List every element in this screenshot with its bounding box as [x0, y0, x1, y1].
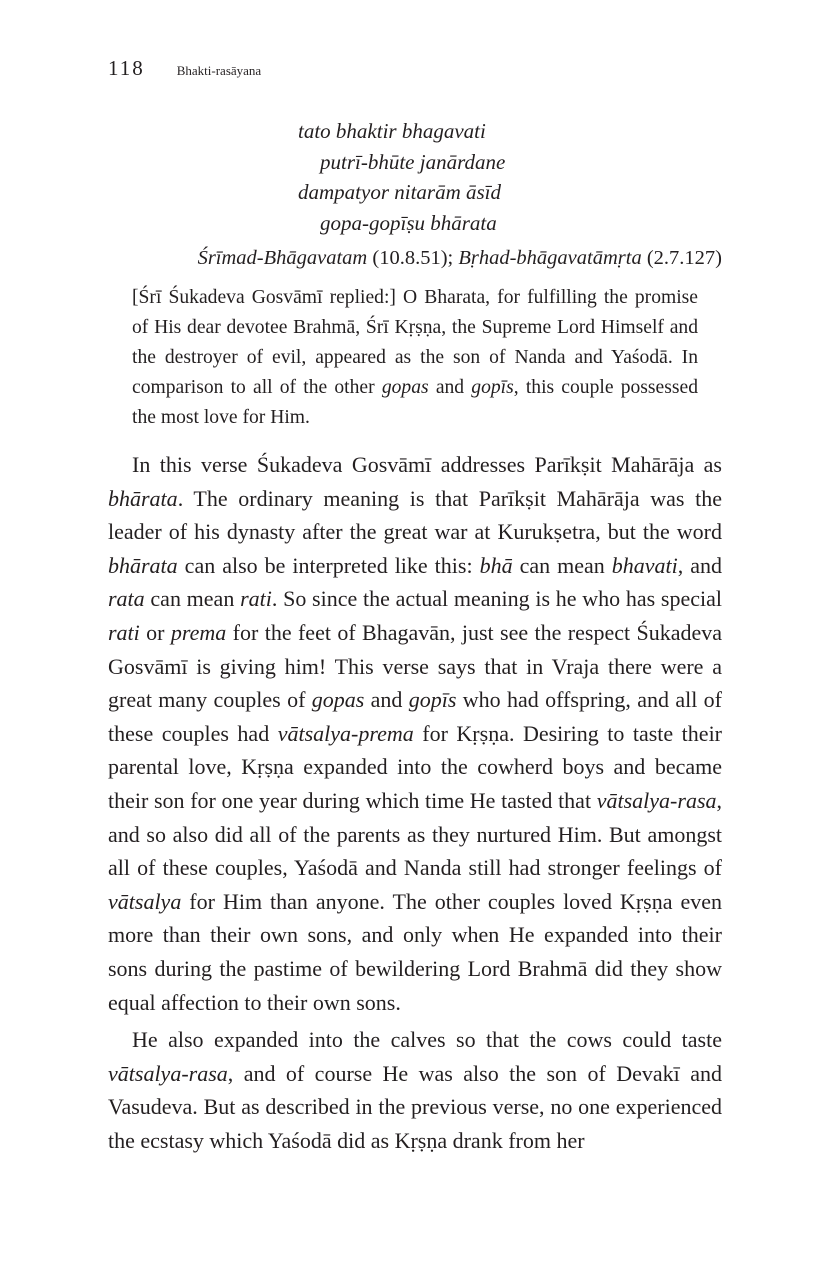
- text-run: In this verse Śukadeva Gosvāmī addresses Parīkṣit Mahārāja as: [132, 452, 722, 477]
- italic-term: gopīs: [471, 377, 514, 398]
- citation-source-2: Bṛhad-bhāgavatāmṛta: [458, 247, 642, 269]
- verse-line-2: putrī-bhūte janārdane: [320, 149, 506, 174]
- running-head: [108, 56, 261, 81]
- verse-line-4: gopa-gopīṣu bhārata: [320, 210, 497, 235]
- text-run: , and: [677, 552, 723, 578]
- italic-term: gopīs: [408, 687, 457, 713]
- italic-term: bhārata: [108, 552, 178, 578]
- verse-translation: [132, 283, 698, 433]
- text-run: , and of course He was also the son of Devakī and Vasudeva. But as described in the previous verse, no one experienced the ecstasy which Yaśodā did as Kṛṣṇa drank from her: [108, 1060, 722, 1153]
- book-title: Bhakti-rasāyana: [176, 63, 262, 78]
- text-run: . The ordinary meaning is that Parīkṣit Mahārāja was the leader of his dynasty after the great war at Kurukṣetra, but the word: [108, 485, 722, 545]
- text-run: for Him than anyone. The other couples loved Kṛṣṇa even more than their own sons, and only when He expanded into their sons during the pastime of bewildering Lord Brahmā did they show equal affection to their own sons.: [108, 888, 722, 1015]
- commentary-body: [108, 448, 722, 1157]
- verse-line-3: dampatyor nitarām āsīd: [298, 180, 502, 204]
- italic-term: bhārata: [108, 485, 178, 511]
- commentary-paragraph-1: [108, 448, 722, 1019]
- text-run: for the feet of Bhagavān, just see the respect Śukadeva Gosvāmī is giving him! This verse says that in Vraja there were a great many couples of: [108, 619, 722, 713]
- text-run: and: [428, 377, 472, 398]
- italic-term: vātsalya-rasa: [596, 787, 717, 813]
- text-run: or: [139, 619, 171, 645]
- text-run: , and so also did all of the parents as they nurtured Him. But amongst all of these couples, Yaśodā and Nanda still had stronger feelings of: [108, 787, 722, 881]
- sanskrit-verse: [298, 116, 505, 238]
- italic-term: vātsalya: [108, 888, 182, 914]
- text-run: , this couple possessed the most love for Him.: [132, 377, 698, 428]
- text-run: . So since the actual meaning is he who has special: [271, 586, 722, 612]
- text-run: can also be interpreted like this:: [177, 552, 480, 578]
- commentary-paragraph-2: [108, 1023, 722, 1157]
- italic-term: gopas: [311, 687, 365, 713]
- text-run: and: [364, 687, 409, 713]
- italic-term: bhā: [479, 552, 513, 578]
- italic-term: vātsalya-rasa: [108, 1060, 228, 1086]
- page-number: 118: [108, 56, 145, 80]
- italic-term: rata: [108, 586, 145, 612]
- citation-source-1: Śrīmad-Bhāgavatam: [197, 247, 368, 269]
- text-run: He also expanded into the calves so that the cows could taste: [132, 1027, 722, 1053]
- text-run: can mean: [512, 552, 612, 578]
- text-run: can mean: [144, 586, 241, 612]
- italic-term: prema: [170, 619, 227, 645]
- citation-ref-2: (2.7.127): [641, 247, 722, 269]
- italic-term: rati: [240, 586, 272, 612]
- verse-line-1: tato bhaktir bhagavati: [298, 119, 486, 143]
- italic-term: vātsalya-prema: [277, 720, 414, 746]
- italic-term: rati: [108, 619, 140, 645]
- text-run: who had offspring, and all of these couples had: [108, 687, 722, 746]
- verse-citation: [108, 247, 722, 270]
- text-run: [Śrī Śukadeva Gosvāmī replied:] O Bharata, for fulfilling the promise of His dear devotee Brahmā, Śrī Kṛṣṇa, the Supreme Lord Himself and the destroyer of evil, appeared as the son of Nanda and Yaśodā. In comparison to all of the other: [132, 287, 698, 398]
- citation-ref-1: (10.8.51);: [367, 247, 459, 269]
- text-run: for Kṛṣṇa. Desiring to taste their parental love, Kṛṣṇa expanded into the cowherd boys and became their son for one year during which time He tasted that: [108, 720, 723, 813]
- italic-term: gopas: [381, 377, 429, 398]
- italic-term: bhavati: [611, 552, 678, 578]
